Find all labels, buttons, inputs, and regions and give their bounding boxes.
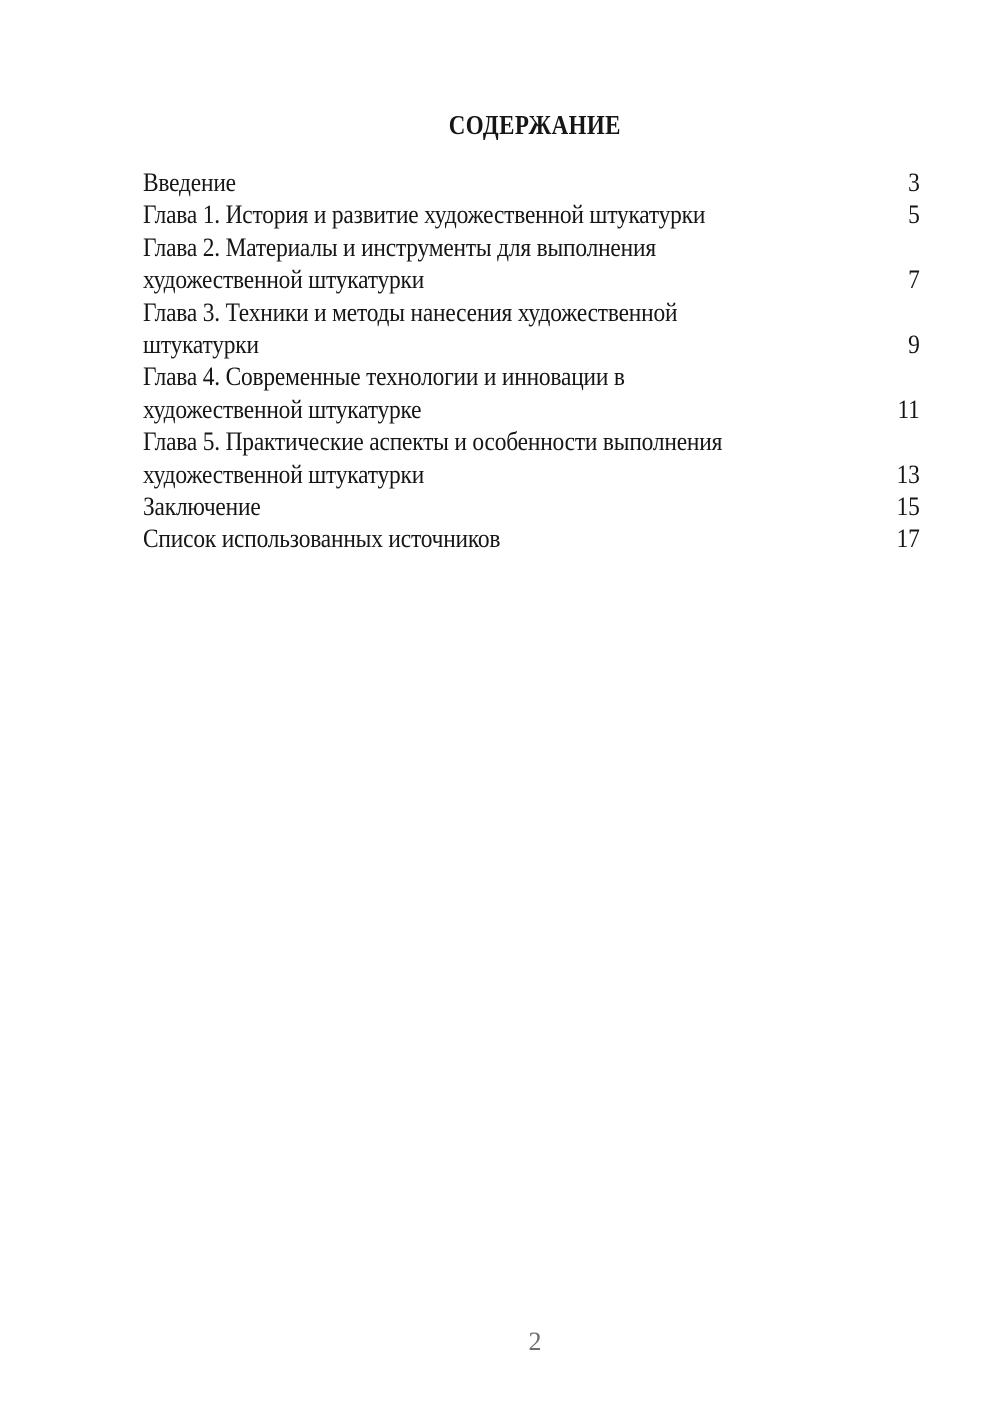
toc-entry-page: 9 [908,330,920,360]
toc-entry-page: 5 [908,200,920,230]
toc-entry-title-line: Глава 3. Техники и методы нанесения художественной [143,297,678,327]
toc-entry [143,491,920,523]
toc-entry-title [143,199,705,231]
toc-entry-title [143,491,261,523]
toc-entry [143,523,920,555]
page-title: СОДЕРЖАНИЕ [448,110,621,141]
toc-entry-title-line: Глава 2. Материалы и инструменты для выполнения [143,232,656,262]
toc-entry-title [143,523,500,555]
toc-entry-title-line: Глава 5. Практические аспекты и особенности выполнения [143,427,723,457]
toc-entry-title [143,167,236,199]
toc-entry [143,361,920,426]
toc-entry [143,232,920,297]
table-of-contents [143,167,920,556]
toc-entry-title-line: Глава 1. История и развитие художественной штукатурки [143,200,706,230]
toc-entry [143,426,920,491]
toc-entry-page: 17 [896,524,920,554]
toc-entry-page: 13 [896,459,920,489]
toc-entry-page: 3 [908,168,920,197]
toc-entry-title-line: Глава 4. Современные технологии и инновации в [143,362,625,392]
toc-entry [143,167,920,199]
toc-entry-page: 15 [896,492,920,522]
toc-entry-title-line: Заключение [143,492,261,522]
toc-entry-page: 7 [908,265,920,295]
toc-entry-page: 11 [897,394,920,424]
toc-entry-title-line: штукатурки [143,330,259,360]
toc-entry-title-line: художественной штукатурке [143,394,422,424]
toc-entry-title [143,426,722,491]
toc-entry-title [143,297,677,362]
toc-entry-title-line: художественной штукатурки [143,265,425,295]
toc-entry [143,199,920,231]
toc-entry-title [143,361,625,426]
toc-entry-title-line: художественной штукатурки [143,459,425,489]
toc-entry-title-line: Введение [143,168,236,197]
toc-entry [143,297,920,362]
toc-entry-title [143,232,656,297]
toc-entry-title-line: Список использованных источников [143,524,501,554]
footer-page-number: 2 [528,1327,542,1356]
